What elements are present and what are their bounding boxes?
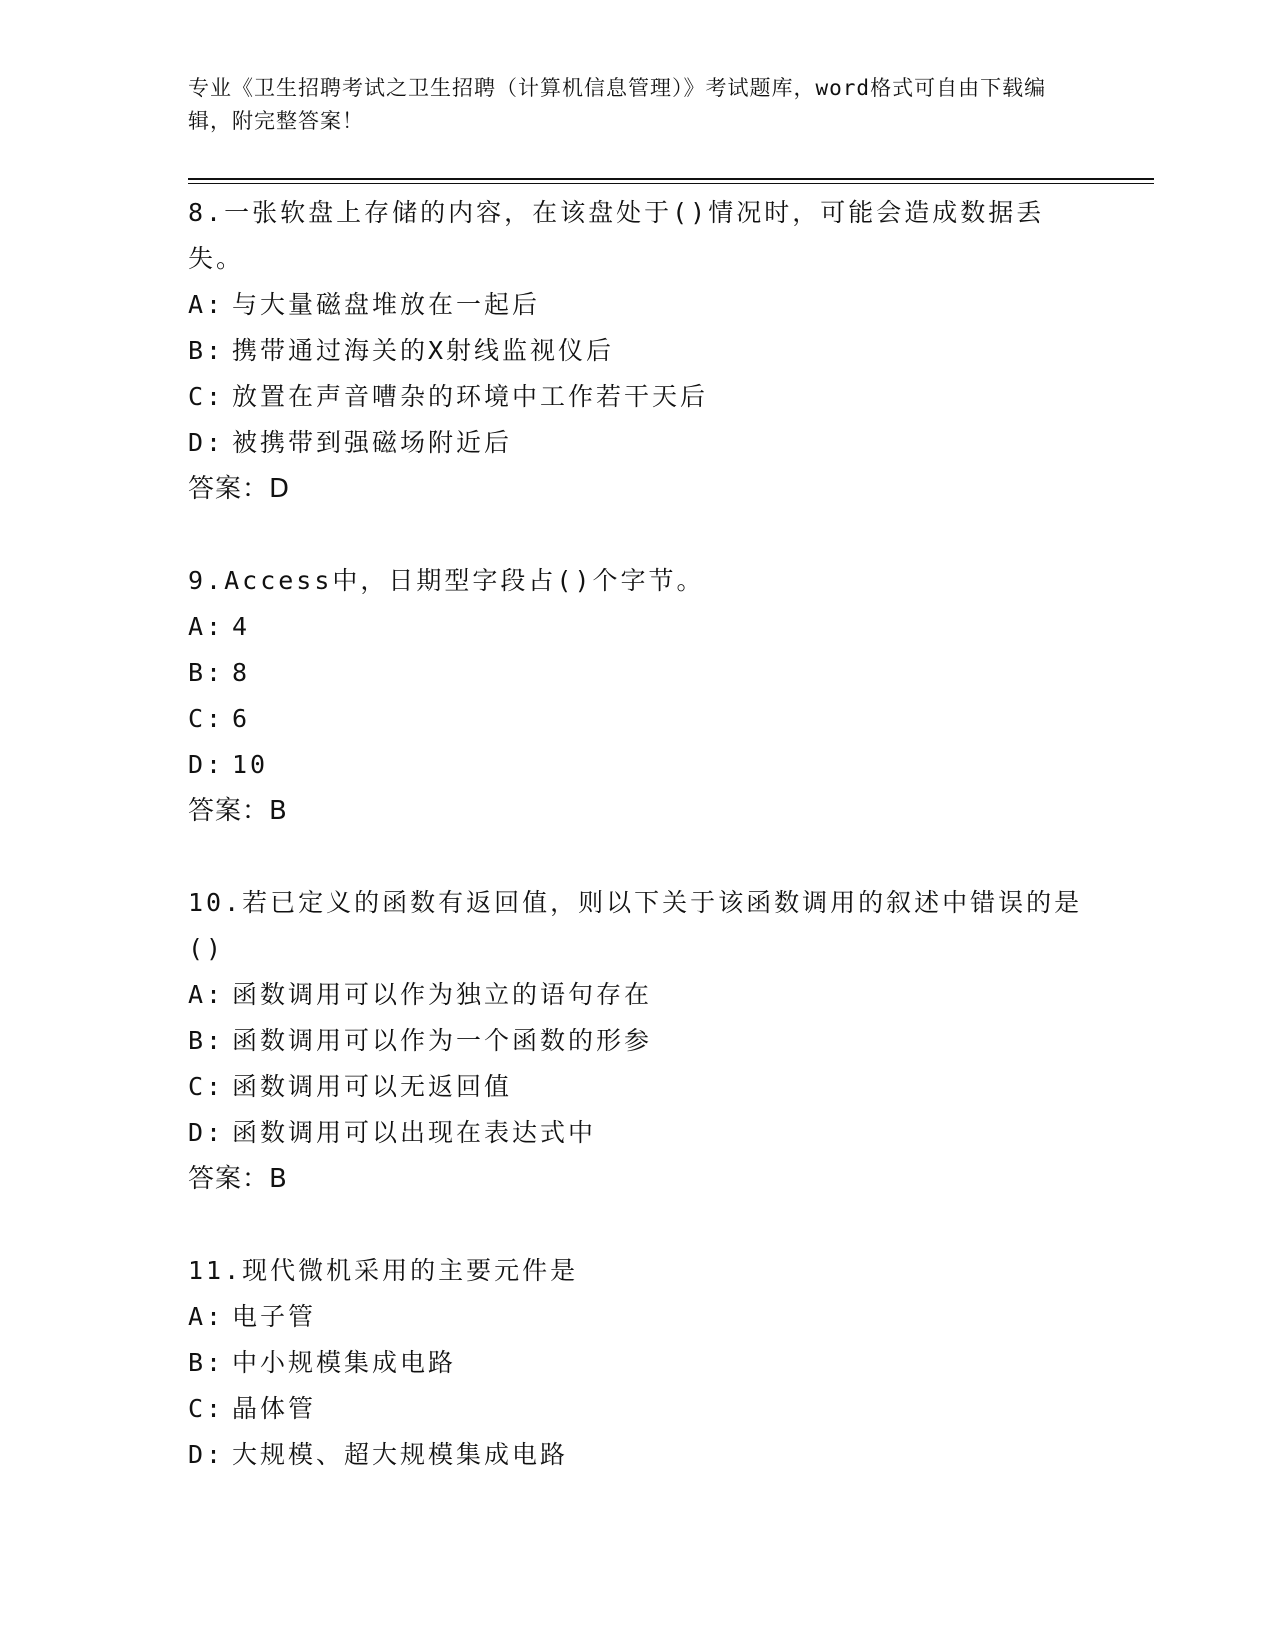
option-letter: C: [188,704,225,733]
option-d [188,1110,1088,1156]
option-text: 函数调用可以作为一个函数的形参 [232,1026,653,1055]
option-letter: A: [188,290,225,319]
question-10 [188,880,1088,1202]
option-b [188,328,1088,374]
answer-text: 答案：B [188,796,288,826]
option-letter: A: [188,1302,225,1331]
option-text: 中小规模集成电路 [232,1348,457,1377]
option-text: 函数调用可以无返回值 [232,1072,513,1101]
option-letter: B: [188,1348,225,1377]
option-c [188,696,1088,742]
option-text: 放置在声音嘈杂的环境中工作若干天后 [232,382,709,411]
option-d [188,742,1088,788]
option-a [188,604,1088,650]
question-text: 11.现代微机采用的主要元件是 [188,1256,579,1285]
option-text: 10 [232,750,269,779]
option-letter: A: [188,980,225,1009]
option-text: 电子管 [232,1302,317,1331]
option-letter: C: [188,1394,225,1423]
option-text: 大规模、超大规模集成电路 [232,1440,569,1469]
option-text: 携带通过海关的X射线监视仪后 [232,336,615,365]
option-c [188,1064,1088,1110]
option-letter: D: [188,428,225,457]
option-b [188,1018,1088,1064]
question-text: 8.一张软盘上存储的内容，在该盘处于()情况时，可能会造成数据丢失。 [188,198,1045,273]
option-text: 被携带到强磁场附近后 [232,428,513,457]
option-text: 晶体管 [232,1394,317,1423]
header-divider [188,178,1154,180]
question-8 [188,190,1088,512]
option-text: 函数调用可以出现在表达式中 [232,1118,597,1147]
question-11 [188,1248,1088,1478]
document-intro: 专业《卫生招聘考试之卫生招聘（计算机信息管理）》考试题库，word格式可自由下载编辑，附完整答案！ [188,76,1047,133]
question-list [188,190,1088,1524]
option-text: 函数调用可以作为独立的语句存在 [232,980,653,1009]
question-text: 9.Access中，日期型字段占()个字节。 [188,566,705,595]
answer-text: 答案：D [188,474,291,504]
option-a [188,972,1088,1018]
option-letter: D: [188,1118,225,1147]
option-a [188,282,1088,328]
option-text: 与大量磁盘堆放在一起后 [232,290,541,319]
header-divider-thin [188,183,1154,184]
option-a [188,1294,1088,1340]
option-d [188,420,1088,466]
option-letter: A: [188,612,225,641]
option-b [188,650,1088,696]
option-letter: C: [188,1072,225,1101]
option-letter: D: [188,750,225,779]
answer-text: 答案：B [188,1164,288,1194]
option-text: 6 [232,704,251,733]
option-letter: C: [188,382,225,411]
question-9 [188,558,1088,834]
option-letter: D: [188,1440,225,1469]
option-text: 8 [232,658,251,687]
option-letter: B: [188,1026,225,1055]
option-d [188,1432,1088,1478]
question-text: 10.若已定义的函数有返回值，则以下关于该函数调用的叙述中错误的是() [188,888,1083,963]
option-b [188,1340,1088,1386]
option-letter: B: [188,658,225,687]
option-text: 4 [232,612,251,641]
option-c [188,1386,1088,1432]
option-letter: B: [188,336,225,365]
option-c [188,374,1088,420]
